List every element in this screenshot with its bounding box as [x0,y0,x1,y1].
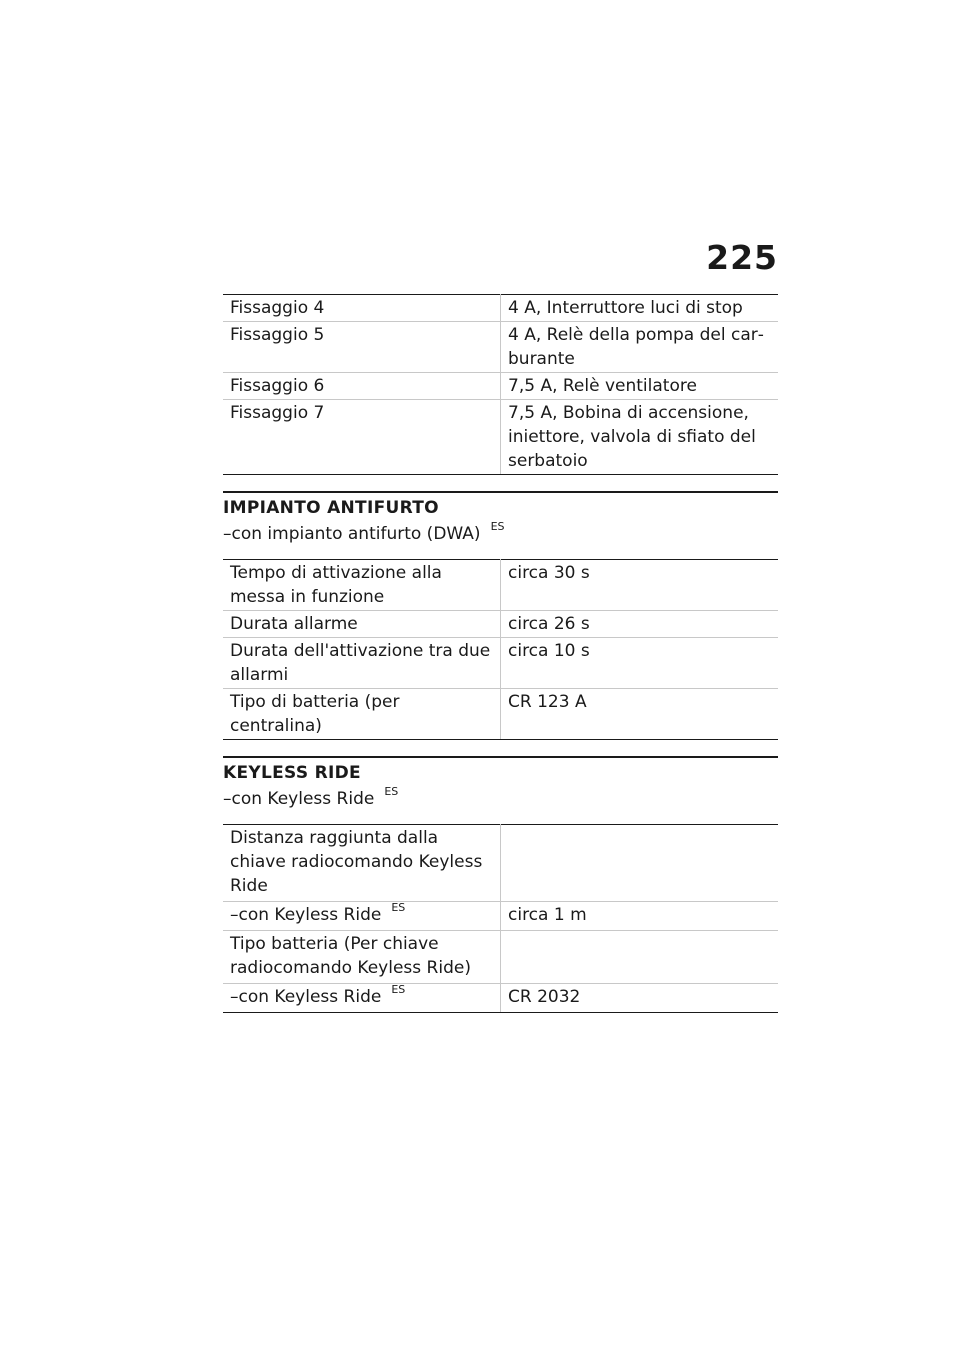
table-row [223,611,778,638]
equipment-marker: ES [391,901,406,914]
antitheft-label: Tipo di batteria (per centralina) [223,689,501,740]
antitheft-label: Tempo di attivazione alla messa in funzione [223,560,501,611]
keyless-label-text: –con Keyless Ride [230,987,382,1007]
keyless-value [501,931,779,984]
page-number: 225 [706,238,778,277]
keyless-label [223,984,501,1013]
antitheft-table [223,559,778,740]
antitheft-value: circa 26 s [501,611,779,638]
keyless-label [223,902,501,931]
fuse-label: Fissaggio 5 [223,322,501,373]
keyless-value: CR 2032 [501,984,779,1013]
antitheft-subheading [223,522,778,548]
fuse-value: 4 A, Relè della pompa del carburante [501,322,779,373]
table-row [223,638,778,689]
fuse-label: Fissaggio 4 [223,295,501,322]
page-content [223,294,778,1013]
fuse-value: 4 A, Interruttore luci di stop [501,295,779,322]
antitheft-heading: IMPIANTO ANTIFURTO [223,491,778,519]
keyless-subheading [223,787,778,813]
equipment-marker: ES [391,983,406,996]
table-row [223,373,778,400]
keyless-label [223,825,501,902]
keyless-subheading-text: –con Keyless Ride [223,789,375,809]
keyless-table [223,824,778,1013]
fuse-label: Fissaggio 6 [223,373,501,400]
antitheft-value: circa 30 s [501,560,779,611]
table-row [223,295,778,322]
keyless-value: circa 1 m [501,902,779,931]
table-row [223,825,778,902]
equipment-marker: ES [490,520,505,533]
antitheft-value: circa 10 s [501,638,779,689]
fuse-label: Fissaggio 7 [223,400,501,475]
fuse-table [223,294,778,475]
keyless-heading: KEYLESS RIDE [223,756,778,784]
equipment-marker: ES [384,785,399,798]
table-row [223,984,778,1013]
antitheft-value: CR 123 A [501,689,779,740]
table-row [223,689,778,740]
table-row [223,560,778,611]
keyless-value [501,825,779,902]
fuse-value: 7,5 A, Bobina di accensione, iniettore, valvola di sfiato del serbatoio [501,400,779,475]
keyless-label-text: Tipo batteria (Per chiave radiocomando Keyless Ride) [230,934,471,978]
keyless-label [223,931,501,984]
antitheft-label: Durata dell'attivazione tra due allarmi [223,638,501,689]
table-row [223,902,778,931]
fuse-value: 7,5 A, Relè ventilatore [501,373,779,400]
keyless-label-text: –con Keyless Ride [230,905,382,925]
antitheft-subheading-text: –con impianto antifurto (DWA) [223,524,481,544]
table-row [223,400,778,475]
table-row [223,322,778,373]
keyless-label-text: Distanza raggiunta dalla chiave radiocomando Keyless Ride [230,828,483,896]
table-row [223,931,778,984]
antitheft-label: Durata allarme [223,611,501,638]
